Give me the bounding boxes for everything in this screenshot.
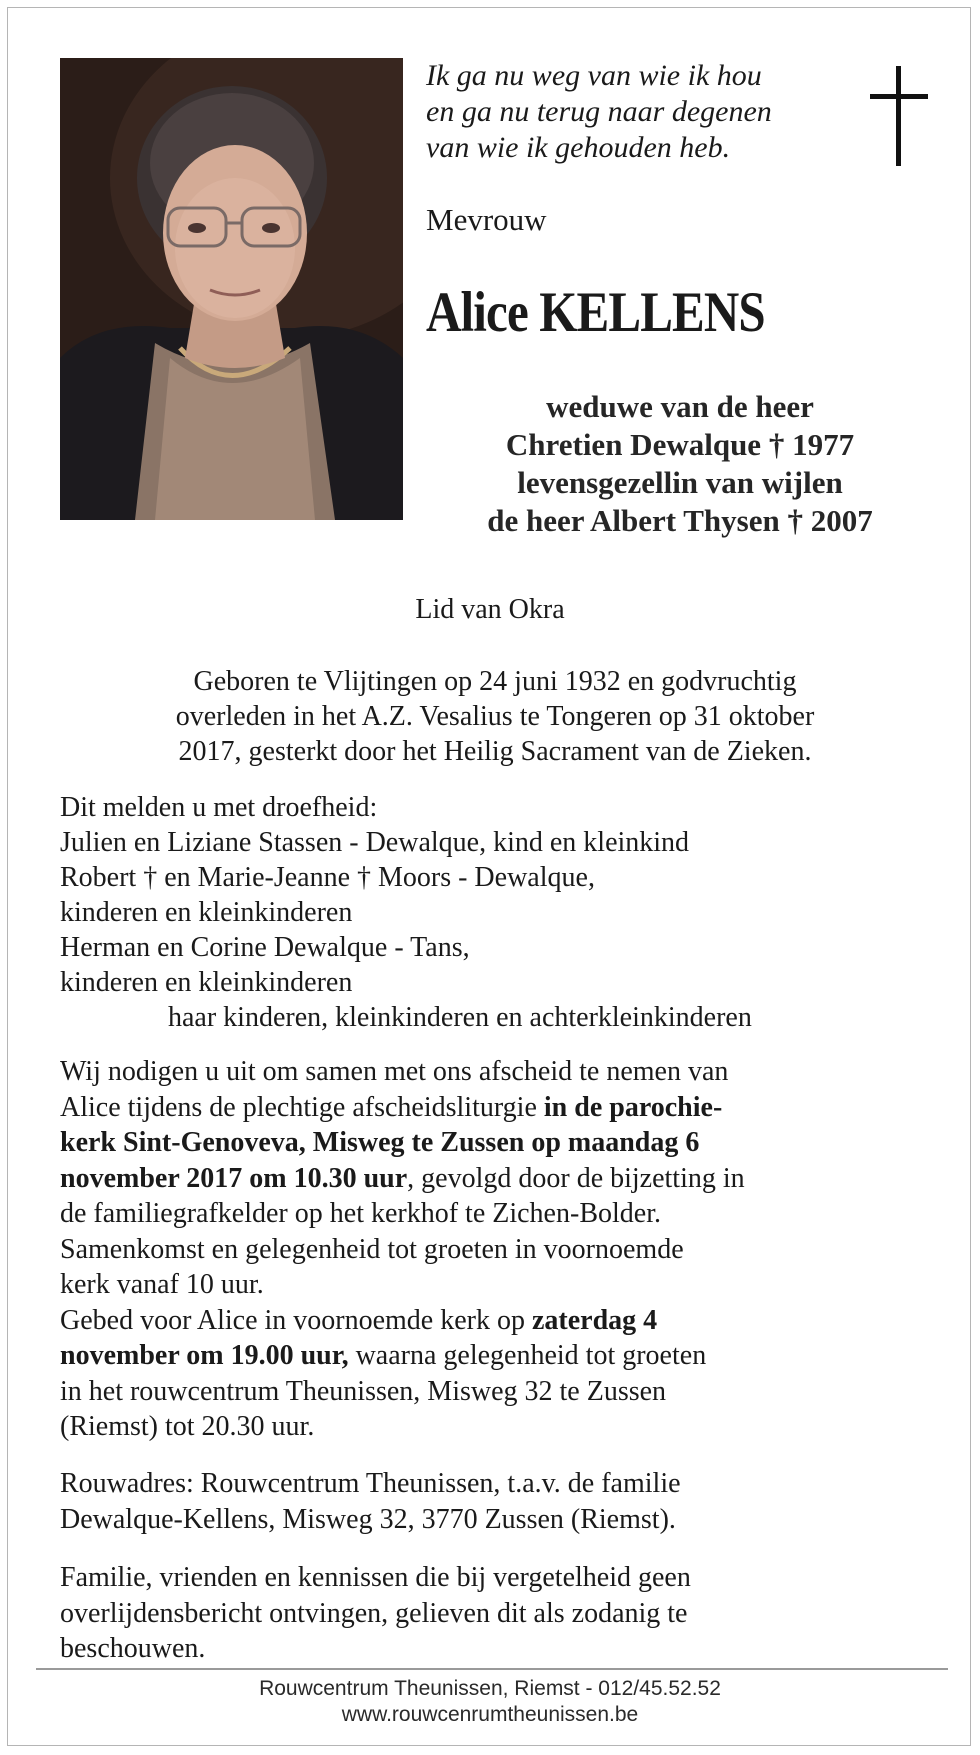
mourners-line: Robert † en Marie-Jeanne † Moors - Dewalque, — [60, 862, 595, 893]
family-line: Familie, vrienden en kennissen die bij vergetelheid geen — [60, 1562, 691, 1593]
invite-line: de familiegrafkelder op het kerkhof te Zichen-Bolder. — [60, 1198, 661, 1229]
mourners-line: haar kinderen, kleinkinderen en achterkleinkinderen — [168, 1002, 752, 1033]
funeral-home-website[interactable]: www.rouwcenrumtheunissen.be — [341, 1703, 639, 1726]
mourners-line: Dit melden u met droefheid: — [60, 792, 378, 823]
funeral-invitation — [60, 1054, 930, 1445]
mourners-line: Herman en Corine Dewalque - Tans, — [60, 932, 470, 963]
invite-line: Gebed voor Alice in voornoemde kerk op zaterdag 4 — [60, 1304, 658, 1336]
relationship-line: levensgezellin van wijlen — [517, 465, 843, 500]
address-line: Rouwadres: Rouwcentrum Theunissen, t.a.v. de familie — [60, 1468, 681, 1499]
invite-line: november 2017 om 10.30 uur, gevolgd door de bijzetting in — [60, 1162, 745, 1194]
relationship-line: de heer Albert Thysen † 2007 — [487, 503, 873, 538]
address-line: Dewalque-Kellens, Misweg 32, 3770 Zussen (Riemst). — [60, 1503, 676, 1535]
invite-line: kerk Sint-Genoveva, Misweg te Zussen op maandag 6 — [60, 1127, 700, 1158]
honorific: Mevrouw — [426, 202, 547, 237]
mourners-line: kinderen en kleinkinderen — [60, 897, 353, 928]
invite-line: (Riemst) tot 20.30 uur. — [60, 1411, 315, 1442]
mourners-line: Julien en Liziane Stassen - Dewalque, kind en kleinkind — [60, 827, 690, 858]
portrait-photo — [60, 58, 403, 520]
invite-line: Alice tijdens de plechtige afscheidsliturgie in de parochie- — [60, 1091, 723, 1123]
birth-line: 2017, gesterkt door het Heilig Sacrament van de Zieken. — [178, 736, 812, 767]
relationship-line: weduwe van de heer — [546, 389, 814, 424]
obituary-card — [7, 7, 971, 1746]
invite-line: Wij nodigen u uit om samen met ons afscheid te nemen van — [60, 1056, 729, 1087]
cross-icon — [866, 66, 932, 166]
invite-line: Samenkomst en gelegenheid tot groeten in voornoemde — [60, 1233, 684, 1265]
poem-line: en ga nu terug naar degenen — [426, 95, 772, 128]
mourners-line: kinderen en kleinkinderen — [60, 967, 353, 998]
invite-line: kerk vanaf 10 uur. — [60, 1269, 264, 1300]
poem-line: van wie ik gehouden heb. — [426, 131, 731, 164]
mourning-address — [60, 1466, 930, 1537]
footer-divider — [36, 1668, 948, 1670]
mourners-list — [60, 790, 930, 1035]
relationship-line: Chretien Dewalque † 1977 — [505, 427, 855, 462]
invite-line: november om 19.00 uur, waarna gelegenheid tot groeten — [60, 1340, 707, 1371]
birth-death-info — [60, 664, 930, 769]
poem-quote — [426, 58, 806, 166]
birth-line: Geboren te Vlijtingen op 24 juni 1932 en godvruchtig — [193, 666, 797, 697]
family-notice — [60, 1560, 930, 1667]
family-line: overlijdensbericht ontvingen, gelieven dit als zodanig te — [60, 1597, 688, 1629]
family-line: beschouwen. — [60, 1633, 206, 1664]
birth-line: overleden in het A.Z. Vesalius te Tongeren op 31 oktober — [175, 701, 815, 732]
relationship-block — [420, 388, 940, 540]
poem-line: Ik ga nu weg van wie ik hou — [426, 59, 762, 92]
membership: Lid van Okra — [415, 594, 565, 625]
footer — [8, 1676, 972, 1728]
deceased-name: Alice KELLENS — [426, 281, 765, 344]
invite-line: in het rouwcentrum Theunissen, Misweg 32 te Zussen — [60, 1375, 667, 1407]
funeral-home-contact: Rouwcentrum Theunissen, Riemst - 012/45.52.52 — [259, 1677, 721, 1700]
